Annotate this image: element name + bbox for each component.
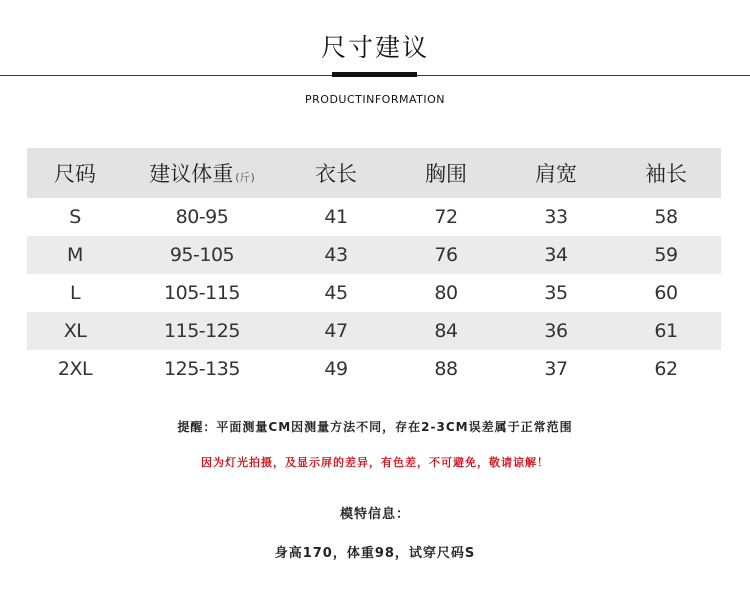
table-row xyxy=(27,274,721,312)
cell-weight: 80-95 xyxy=(175,206,229,228)
table-row xyxy=(27,198,721,236)
header-size: 尺码 xyxy=(27,148,123,198)
cell-shoulder: 37 xyxy=(544,358,568,380)
table-row xyxy=(27,236,721,274)
cell-weight: 105-115 xyxy=(164,282,240,304)
cell-weight: 125-135 xyxy=(164,358,240,380)
cell-sleeve: 62 xyxy=(654,358,678,380)
measurement-tip: 提醒：平面测量CM因测量方法不同，存在2-3CM误差属于正常范围 xyxy=(177,420,573,434)
cell-size: S xyxy=(69,206,81,228)
cell-size: M xyxy=(27,236,123,274)
cell-length: 41 xyxy=(324,206,348,228)
cell-size: XL xyxy=(27,312,123,350)
cell-shoulder: 34 xyxy=(501,236,611,274)
header-weight xyxy=(123,148,281,198)
cell-sleeve: 58 xyxy=(654,206,678,228)
cell-size: L xyxy=(69,282,81,304)
cell-length: 49 xyxy=(324,358,348,380)
table-row xyxy=(27,312,721,350)
cell-weight: 115-125 xyxy=(123,312,281,350)
header-sleeve: 袖长 xyxy=(611,148,721,198)
cell-chest: 88 xyxy=(434,358,458,380)
header-shoulder: 肩宽 xyxy=(501,148,611,198)
header-weight-label: 建议体重 xyxy=(149,162,234,186)
cell-shoulder: 35 xyxy=(544,282,568,304)
header-length: 衣长 xyxy=(281,148,391,198)
cell-sleeve: 59 xyxy=(611,236,721,274)
cell-shoulder: 33 xyxy=(544,206,568,228)
size-table xyxy=(27,148,721,388)
cell-weight: 95-105 xyxy=(123,236,281,274)
cell-chest: 72 xyxy=(434,206,458,228)
header-chest: 胸围 xyxy=(391,148,501,198)
color-warning: 因为灯光拍摄，及显示屏的差异，有色差，不可避免，敬请谅解！ xyxy=(201,456,549,469)
cell-chest: 76 xyxy=(391,236,501,274)
cell-sleeve: 60 xyxy=(654,282,678,304)
table-header-row xyxy=(27,148,721,198)
model-info-details: 身高170，体重98，试穿尺码S xyxy=(274,546,476,561)
cell-chest: 80 xyxy=(434,282,458,304)
title-accent-bar xyxy=(332,72,417,77)
page-title: 尺寸建议 xyxy=(320,33,429,62)
page-subtitle: PRODUCTINFORMATION xyxy=(305,93,445,106)
table-row xyxy=(27,350,721,388)
cell-shoulder: 36 xyxy=(501,312,611,350)
cell-length: 43 xyxy=(281,236,391,274)
cell-size: 2XL xyxy=(57,358,93,380)
cell-sleeve: 61 xyxy=(611,312,721,350)
cell-length: 47 xyxy=(281,312,391,350)
header-weight-unit: (斤) xyxy=(235,171,255,184)
model-info-heading: 模特信息： xyxy=(339,507,410,522)
cell-chest: 84 xyxy=(391,312,501,350)
cell-length: 45 xyxy=(324,282,348,304)
